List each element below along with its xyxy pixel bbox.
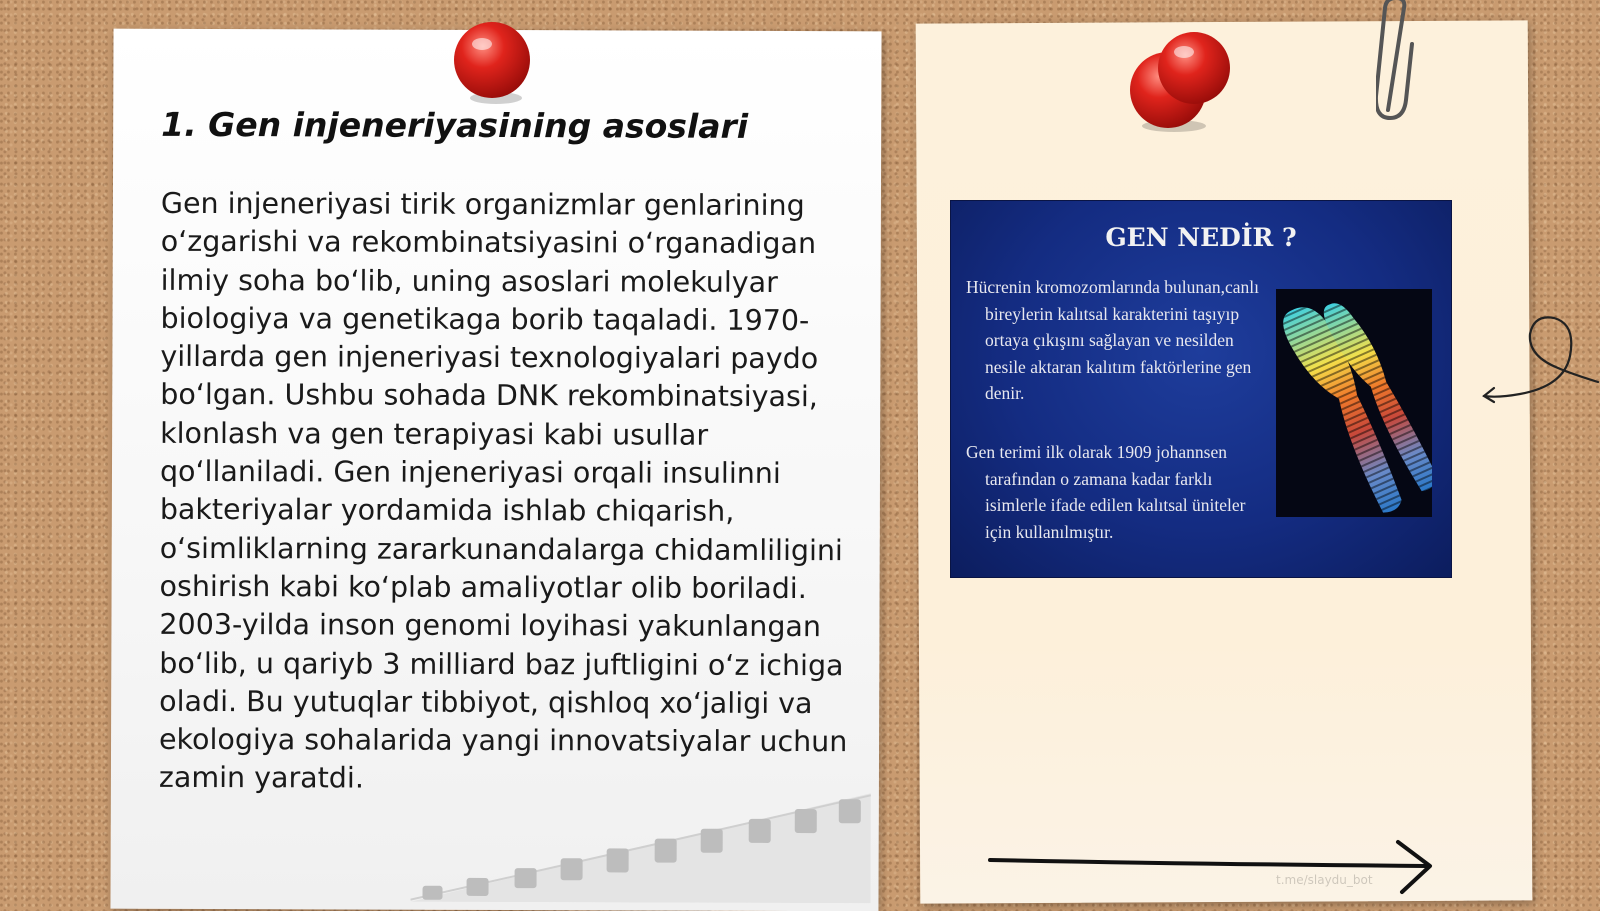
chromosome-image xyxy=(1276,289,1432,517)
push-pin-icon xyxy=(1124,30,1236,134)
gen-nedir-image xyxy=(950,200,1452,578)
left-note-paper xyxy=(110,29,881,911)
slide-body-text: Gen injeneriyasi tirik organizmlar genlarining o‘zgarishi va rekombinatsiyasini o‘rganadigan ilmiy soha bo‘lib, uning asoslari molekulyar biologiya va genetikaga borib taqaladi. 1970-yillarda gen injeneriyasi texnologiyalari paydo bo‘lgan. Ushbu sohada DNK rekombinatsiyasi, klonlash va gen terapiyasi kabi usullar qo‘llaniladi. Gen injeneriyasi orqali insulinni bakteriyalar yordamida ishlab chiqarish, o‘simliklarning zararkunandalarga chidamliligini oshirish kabi ko‘plab amaliyotlar olib boriladi. 2003-yilda inson genomi loyihasi yakunlangan bo‘lib, u qariyb 3 milliard baz juftligini o‘z ichiga oladi. Bu yutuqlar tibbiyot, qishloq xo‘jaligi va ekologiya sohalarida yangi innovatsiyalar uchun zamin yaratdi. xyxy=(158,186,848,795)
image-title: GEN NEDİR ? xyxy=(1105,223,1297,252)
long-arrow-icon xyxy=(988,838,1448,896)
image-paragraph: Hücrenin kromozomlarında bulunan,canlı bireylerin kalıtsal karakterini taşıyıp ortaya çıkışını sağlayan ve nesilden nesile aktaran kalıtım faktörlerine gen denir. xyxy=(966,277,1260,403)
slide-title: 1. Gen injeneriyasining asoslari xyxy=(161,104,749,146)
watermark: t.me/slaydu_bot xyxy=(1276,873,1373,887)
push-pin-icon xyxy=(452,20,534,106)
curly-arrow-icon xyxy=(1480,312,1600,406)
paper-clip-icon xyxy=(1376,0,1416,124)
torn-paper-decoration xyxy=(410,792,870,904)
image-paragraph: Gen terimi ilk olarak 1909 johannsen tarafından o zamana kadar farklı isimlerle ifade edilen kalıtsal üniteler için kullanılmıştır. xyxy=(966,442,1246,542)
